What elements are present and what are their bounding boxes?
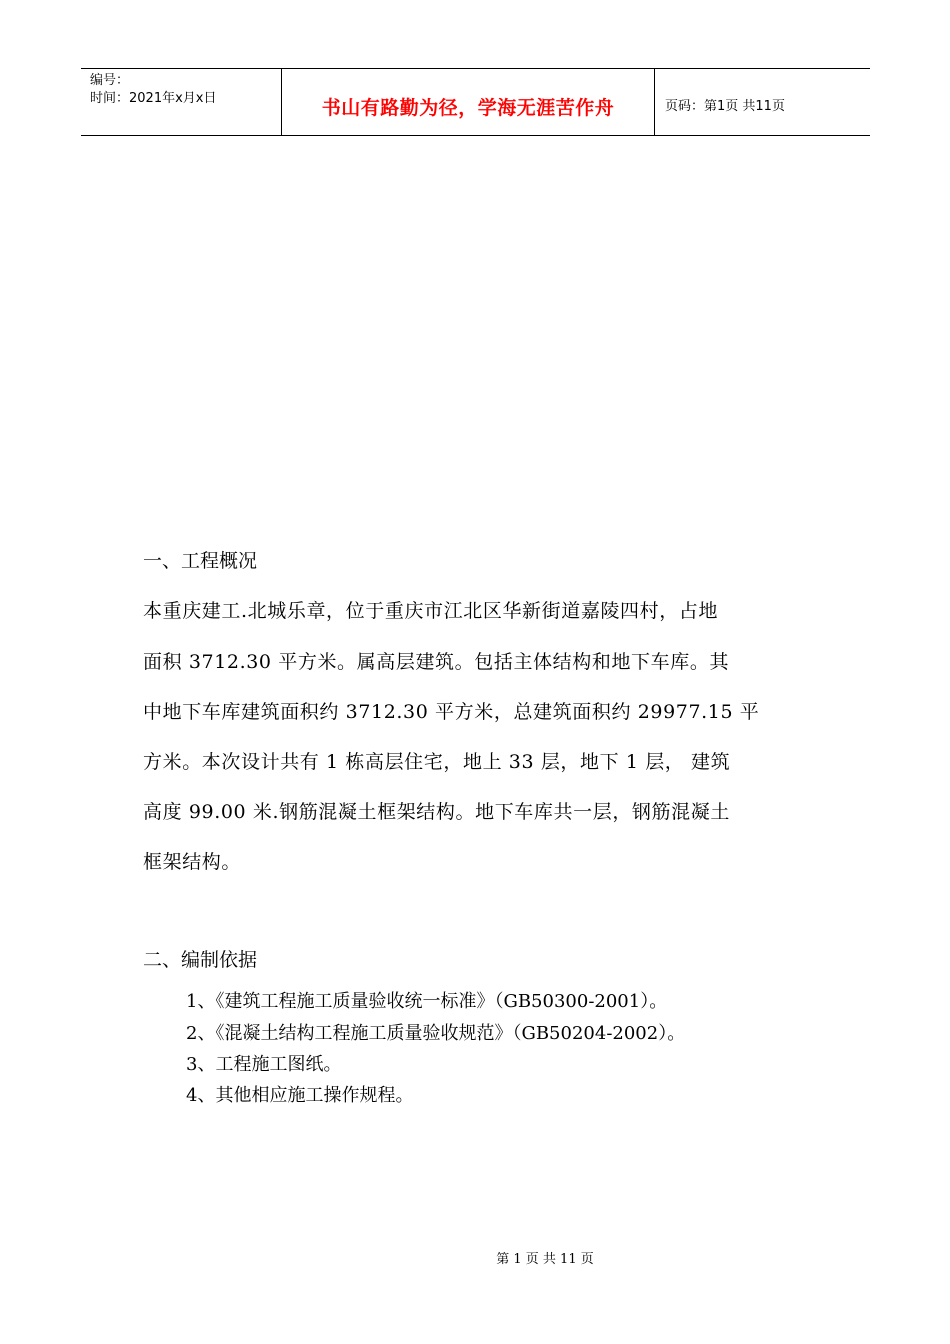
paragraph-line: 高度 99.00 米.钢筋混凝土框架结构。地下车库共一层，钢筋混凝土: [143, 801, 730, 823]
section-heading-overview: 一、工程概况: [143, 550, 258, 572]
list-item: 4、其他相应施工操作规程。: [186, 1085, 414, 1106]
page-info: 页码：第1页 共11页: [665, 99, 785, 114]
list-item: 1、《建筑工程施工质量验收统一标准》（GB50300-2001）。: [186, 991, 668, 1012]
paragraph-line: 中地下车库建筑面积约 3712.30 平方米，总建筑面积约 29977.15 平: [143, 701, 760, 723]
paragraph-line: 本重庆建工.北城乐章，位于重庆市江北区华新街道嘉陵四村，占地: [143, 600, 719, 622]
list-item: 2、《混凝土结构工程施工质量验收规范》（GB50204-2002）。: [186, 1023, 686, 1044]
header-page-cell: [655, 69, 870, 135]
page-footer: 第 1 页 共 11 页: [496, 1252, 594, 1267]
paragraph-line: 框架结构。: [143, 851, 242, 873]
paragraph-line: 方米。本次设计共有 1 栋高层住宅，地上 33 层，地下 1 层， 建筑: [143, 751, 731, 773]
list-item: 3、工程施工图纸。: [186, 1054, 342, 1075]
document-header: [81, 68, 870, 136]
header-meta-cell: [81, 69, 282, 135]
time-label: 时间：2021年x月x日: [90, 91, 217, 106]
serial-label: 编号：: [90, 73, 130, 88]
motto-text: 书山有路勤为径，学海无涯苦作舟: [321, 97, 615, 119]
paragraph-line: 面积 3712.30 平方米。属高层建筑。包括主体结构和地下车库。其: [143, 651, 730, 673]
section-heading-basis: 二、编制依据: [143, 949, 258, 971]
header-motto-cell: [282, 69, 655, 135]
